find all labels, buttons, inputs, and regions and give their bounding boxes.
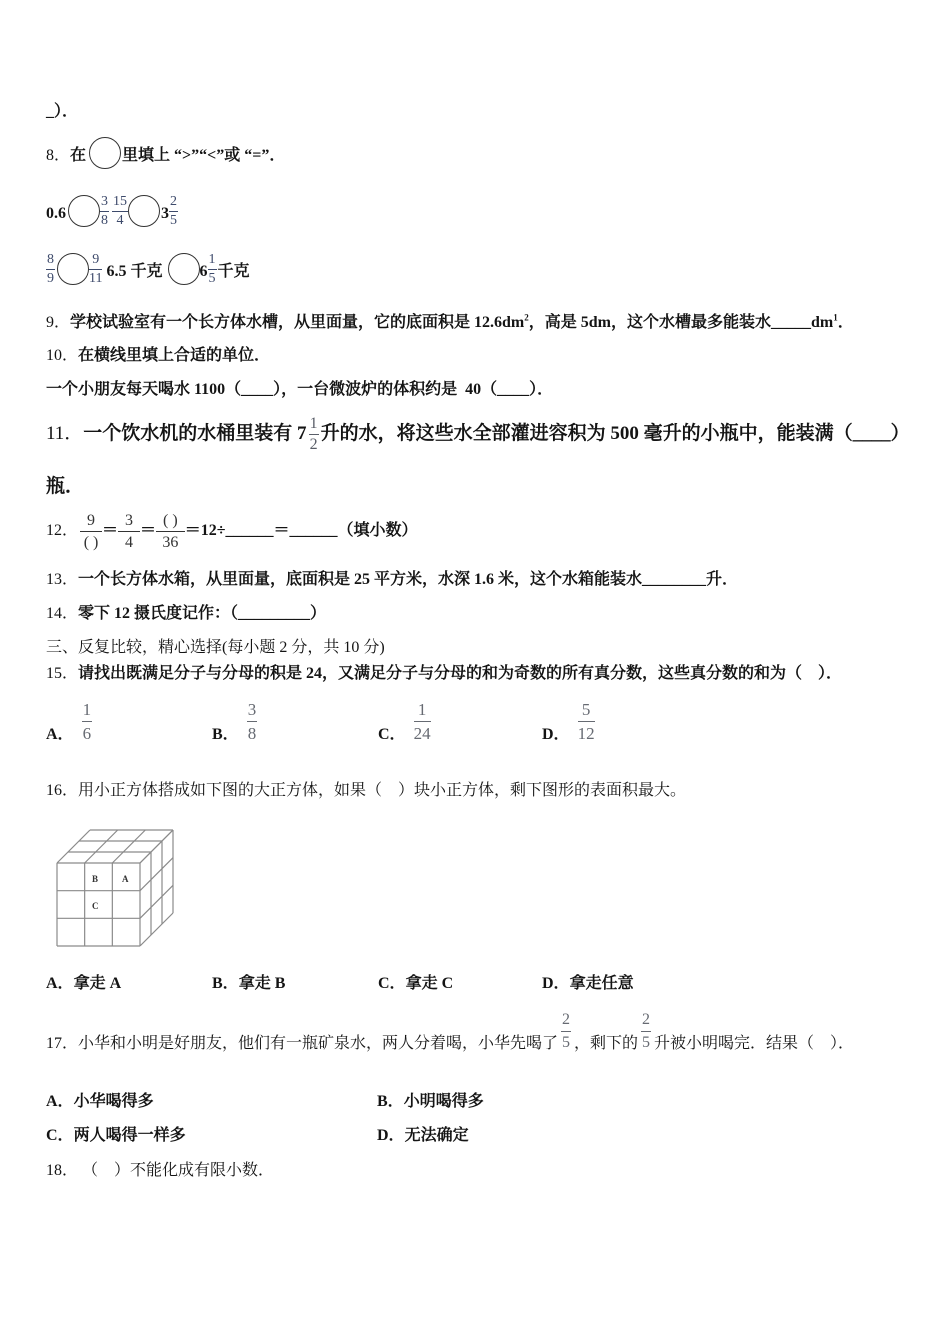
- question-8-row-1: [46, 189, 178, 233]
- option-label: D．: [542, 726, 570, 743]
- numerator: 9: [89, 251, 102, 270]
- fraction: [414, 698, 431, 745]
- denominator: 6: [82, 724, 92, 743]
- equals-sign: ＝: [102, 522, 119, 539]
- option-label: B．: [212, 975, 239, 992]
- compare-circle-icon: [89, 137, 121, 169]
- denominator: 5: [208, 270, 216, 286]
- superscript: 2: [524, 312, 529, 323]
- question-9-text-part: 学校试验室有一个长方体水槽，从里面量，它的底面积是 12.6dm: [70, 314, 525, 331]
- question-number: 15．: [46, 665, 79, 682]
- question-number: 10．: [46, 347, 79, 364]
- fraction: [89, 251, 102, 288]
- question-11-text-part: 升的水，将这些水全部灌进容积为 500 毫升的小瓶中，能装满（____）: [320, 423, 910, 444]
- denominator: ( ): [83, 533, 99, 551]
- cube-label-b: B: [92, 874, 99, 884]
- denominator: 4: [125, 533, 134, 551]
- option-b: [212, 974, 285, 994]
- fraction: [208, 251, 217, 288]
- option-label: A．: [46, 975, 74, 992]
- denominator: 9: [47, 270, 54, 286]
- question-13-text: 一个长方体水箱，从里面量，底面积是 25 平方米，水深 1.6 米，这个水箱能装水________升．: [78, 571, 739, 588]
- question-18-text: （ ）不能化成有限小数．: [78, 1162, 275, 1179]
- fraction: [309, 414, 319, 455]
- question-10: [46, 346, 270, 366]
- denominator: 4: [116, 212, 124, 228]
- numerator: 1: [414, 698, 431, 722]
- option-label: B．: [377, 1093, 404, 1110]
- fraction: [247, 698, 258, 745]
- question-11-continuation: [46, 475, 84, 499]
- question-9-text-part: ，高是 5dm，这个水槽最多能装水_____dm: [528, 314, 834, 331]
- numerator: 8: [46, 251, 55, 270]
- question-number: 12．: [46, 522, 79, 539]
- option-b: [377, 1092, 484, 1112]
- right-face-depth-line: [140, 913, 173, 946]
- option-text: 拿走 B: [238, 975, 286, 992]
- question-number: 8．: [46, 147, 71, 164]
- section-heading: [46, 638, 385, 658]
- option-text: 拿走 A: [73, 975, 122, 992]
- numerator: 3: [118, 510, 140, 532]
- top-face-depth-line: [57, 830, 90, 863]
- option-text: 拿走 C: [405, 975, 454, 992]
- mixed-number-whole: 6: [199, 263, 208, 280]
- question-12-text: ＝12÷______＝______（填小数）: [184, 522, 418, 539]
- denominator: 36: [162, 533, 179, 551]
- option-label: C．: [46, 1127, 74, 1144]
- question-17-text-part: ，剩下的: [574, 1035, 639, 1052]
- question-15-text: 请找出既满足分子与分母的积是 24，又满足分子与分母的和为奇数的所有真分数，这些真分数的和为（ ）．: [78, 665, 843, 682]
- option-label: C．: [378, 726, 406, 743]
- question-number: 16．: [46, 782, 79, 799]
- option-label: A．: [46, 726, 74, 743]
- numerator: ( ): [156, 510, 185, 532]
- option-a: [46, 974, 121, 994]
- option-label: A．: [46, 1093, 74, 1110]
- option-c: [46, 1126, 186, 1146]
- option-text: 小华喝得多: [73, 1093, 154, 1110]
- question-9-text: [70, 313, 854, 333]
- question-number: 17．: [46, 1035, 79, 1052]
- denominator: 12: [577, 724, 595, 743]
- option-text: 无法确定: [404, 1127, 469, 1144]
- mixed-number-whole: 3: [161, 205, 169, 222]
- fraction: [561, 1009, 571, 1054]
- equals-sign: ＝: [140, 522, 157, 539]
- option-label: C．: [378, 975, 406, 992]
- value-decimal: 0.6: [46, 205, 66, 222]
- fraction: [578, 698, 595, 745]
- option-a: [46, 1092, 154, 1112]
- right-face-depth-line: [140, 885, 173, 918]
- option-a: [46, 697, 92, 745]
- numerator: 2: [641, 1009, 651, 1032]
- unit-label: 千克: [217, 263, 250, 280]
- previous-question-tail: [46, 102, 78, 122]
- option-text: 两人喝得一样多: [73, 1127, 186, 1144]
- denominator: 24: [413, 724, 431, 743]
- top-face-depth-line: [85, 830, 118, 863]
- question-14-text: 零下 12 摄氏度记作：（_________）: [78, 605, 327, 622]
- question-17-text-part: 小华和小明是好朋友，他们有一瓶矿泉水，两人分着喝，小华先喝了: [78, 1035, 559, 1052]
- question-11-text-part: 瓶．: [46, 476, 85, 497]
- option-label: D．: [542, 975, 570, 992]
- option-c: [378, 697, 431, 745]
- option-text: 小明喝得多: [403, 1093, 484, 1110]
- fraction: [82, 698, 93, 745]
- denominator: 5: [170, 212, 177, 228]
- question-number: 9．: [46, 314, 71, 331]
- option-text: 拿走任意: [569, 975, 634, 992]
- question-8-prefix: 在: [70, 147, 87, 164]
- fraction: [100, 193, 109, 230]
- fraction: [118, 510, 140, 553]
- question-18: [46, 1161, 274, 1181]
- previous-question-tail-text: _）．: [46, 103, 79, 120]
- option-d: [542, 974, 634, 994]
- option-c: [378, 974, 453, 994]
- question-10-line-2: [46, 380, 553, 400]
- top-face-depth-line: [140, 830, 173, 863]
- numerator: 9: [80, 510, 102, 532]
- top-face-depth-line: [112, 830, 145, 863]
- option-label: B．: [212, 726, 239, 743]
- question-9: [46, 313, 854, 333]
- numerator: 5: [578, 698, 595, 722]
- question-17: [46, 1006, 854, 1054]
- question-number: 14．: [46, 605, 79, 622]
- numerator: 1: [309, 414, 319, 435]
- numerator: 2: [561, 1009, 571, 1032]
- option-b: [212, 697, 257, 745]
- denominator: 8: [247, 724, 257, 743]
- question-12: [46, 509, 418, 553]
- cube-label-a: A: [122, 874, 129, 884]
- denominator: 5: [642, 1034, 651, 1051]
- question-9-text-part: ．: [837, 314, 854, 331]
- option-d: [377, 1126, 469, 1146]
- value-weight: 6.5 千克: [106, 263, 163, 280]
- compare-circle-icon: [168, 253, 200, 285]
- superscript: 1: [833, 312, 838, 323]
- cube-figure: [54, 828, 178, 950]
- numerator: 15: [112, 193, 128, 212]
- numerator: 3: [100, 193, 109, 212]
- numerator: 1: [208, 251, 217, 270]
- denominator: 5: [562, 1034, 571, 1051]
- question-16-text: 用小正方体搭成如下图的大正方体，如果（ ）块小正方体，剩下图形的表面积最大。: [78, 782, 687, 799]
- denominator: 8: [101, 212, 108, 228]
- denominator: 11: [89, 270, 103, 286]
- fraction: [641, 1009, 651, 1054]
- fraction: [156, 510, 185, 553]
- question-8-instruction: 里填上 “>”“<”或 “=”．: [122, 147, 286, 164]
- option-d: [542, 697, 595, 745]
- question-13: [46, 570, 738, 590]
- question-15: [46, 664, 842, 684]
- question-11-text-part: 一个饮水机的水桶里装有 7: [83, 423, 307, 444]
- question-11: [46, 410, 910, 458]
- compare-circle-icon: [128, 195, 160, 227]
- fraction: [112, 193, 128, 230]
- question-number: 11．: [46, 423, 84, 444]
- question-number: 13．: [46, 571, 79, 588]
- compare-circle-icon: [68, 195, 100, 227]
- question-16: [46, 781, 686, 801]
- question-number: 18．: [46, 1162, 79, 1179]
- question-10-line-2-text: 一个小朋友每天喝水 1100（____），一台微波炉的体积约是 40（____）．: [46, 381, 554, 398]
- option-label: D．: [377, 1127, 405, 1144]
- numerator: 3: [247, 698, 258, 722]
- question-10-text: 在横线里填上合适的单位．: [78, 347, 271, 364]
- question-8: [46, 136, 285, 170]
- section-3-title: 三、反复比较，精心选择(每小题 2 分，共 10 分): [46, 639, 385, 656]
- numerator: 2: [169, 193, 178, 212]
- fraction: [80, 510, 102, 553]
- fraction: [46, 251, 55, 288]
- numerator: 1: [82, 698, 93, 722]
- question-8-row-2: [46, 247, 250, 291]
- question-17-text-part: 升被小明喝完．结果（ ）．: [654, 1035, 855, 1052]
- question-14: [46, 604, 326, 624]
- compare-circle-icon: [57, 253, 89, 285]
- denominator: 2: [309, 435, 318, 453]
- fraction: [169, 193, 178, 230]
- right-face-depth-line: [140, 858, 173, 891]
- cube-label-c: C: [92, 901, 99, 911]
